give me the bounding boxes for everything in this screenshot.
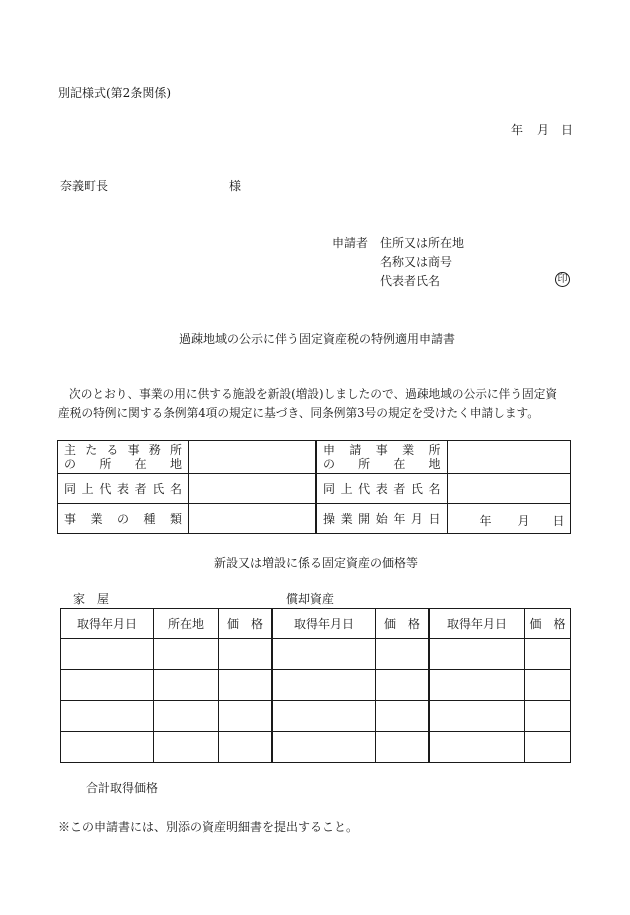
applicant-rep-label: 代表者氏名 xyxy=(380,274,441,288)
cell[interactable] xyxy=(525,639,571,670)
cell[interactable] xyxy=(154,701,219,732)
date-day: 日 xyxy=(561,123,574,137)
start-date-label: 操業開始年月日 xyxy=(316,504,447,534)
office-location-label xyxy=(58,441,189,474)
cell[interactable] xyxy=(61,732,154,763)
rep-name-right-value[interactable] xyxy=(447,474,571,504)
start-date-month: 月 xyxy=(517,514,530,528)
cell[interactable] xyxy=(429,732,525,763)
start-date-day: 日 xyxy=(552,514,565,528)
form-reference: 別記様式(第2条関係) xyxy=(58,86,171,100)
cell[interactable] xyxy=(429,639,525,670)
rep-name-left-value[interactable] xyxy=(189,474,317,504)
dep-price-header-2: 価 格 xyxy=(525,609,571,639)
cell[interactable] xyxy=(219,639,273,670)
cell[interactable] xyxy=(61,670,154,701)
seal-mark xyxy=(555,272,570,287)
body-line-1: 次のとおり、事業の用に供する施設を新設(増設)しましたので、過疎地域の公示に伴う固定資 xyxy=(69,387,558,401)
cell[interactable] xyxy=(272,670,376,701)
table-row xyxy=(61,732,571,763)
cell[interactable] xyxy=(219,670,273,701)
footnote: ※この申請書には、別添の資産明細書を提出すること。 xyxy=(58,820,359,834)
business-type-label: 事業の種類 xyxy=(58,504,189,534)
applicant-address-label: 住所又は所在地 xyxy=(380,236,465,250)
cell[interactable] xyxy=(525,732,571,763)
asset-price-table xyxy=(60,608,571,763)
applying-office-label xyxy=(316,441,447,474)
cell[interactable] xyxy=(219,732,273,763)
cell[interactable] xyxy=(376,732,430,763)
rep-name-left-label: 同上代表者氏名 xyxy=(58,474,189,504)
dep-acq-date-header-2: 取得年月日 xyxy=(429,609,525,639)
document-title: 過疎地域の公示に伴う固定資産税の特例適用申請書 xyxy=(179,332,456,346)
start-date-year: 年 xyxy=(479,514,492,528)
seal-text: 印 xyxy=(557,274,568,285)
house-location-header: 所在地 xyxy=(154,609,219,639)
house-label: 家 屋 xyxy=(73,592,110,606)
cell[interactable] xyxy=(272,732,376,763)
body-line-2: 産税の特例に関する条例第4項の規定に基づき、同条例第3号の規定を受けたく申請します。 xyxy=(58,406,539,420)
cell[interactable] xyxy=(154,670,219,701)
start-date-value[interactable] xyxy=(447,504,571,534)
cell[interactable] xyxy=(429,701,525,732)
cell[interactable] xyxy=(525,701,571,732)
addressee-honorific: 様 xyxy=(229,179,242,193)
house-price-header: 価 格 xyxy=(219,609,273,639)
table-row xyxy=(61,670,571,701)
asset-section-title: 新設又は増設に係る固定資産の価格等 xyxy=(214,556,419,570)
cell[interactable] xyxy=(61,639,154,670)
addressee-name: 奈義町長 xyxy=(60,179,109,193)
cell[interactable] xyxy=(376,670,430,701)
applicant-info-table xyxy=(57,440,571,534)
table-row xyxy=(61,639,571,670)
cell[interactable] xyxy=(272,639,376,670)
applicant-name-label: 名称又は商号 xyxy=(380,255,453,269)
office-location-label-line2: の所在地 xyxy=(64,457,182,471)
applying-office-value[interactable] xyxy=(447,441,571,474)
applicant-label: 申請者 xyxy=(332,236,369,250)
cell[interactable] xyxy=(154,732,219,763)
table-row xyxy=(61,701,571,732)
total-price-label: 合計取得価格 xyxy=(86,781,159,795)
date-year: 年 xyxy=(511,123,524,137)
office-location-label-line1: 主たる事務所 xyxy=(64,443,182,457)
cell[interactable] xyxy=(61,701,154,732)
cell[interactable] xyxy=(219,701,273,732)
rep-name-right-label: 同上代表者氏名 xyxy=(316,474,447,504)
business-type-value[interactable] xyxy=(189,504,317,534)
cell[interactable] xyxy=(525,670,571,701)
cell[interactable] xyxy=(429,670,525,701)
dep-acq-date-header-1: 取得年月日 xyxy=(272,609,376,639)
office-location-value[interactable] xyxy=(189,441,317,474)
cell[interactable] xyxy=(376,639,430,670)
house-acq-date-header: 取得年月日 xyxy=(61,609,154,639)
dep-price-header-1: 価 格 xyxy=(376,609,430,639)
cell[interactable] xyxy=(154,639,219,670)
applying-office-label-line2: の所在地 xyxy=(323,457,441,471)
depreciable-assets-label: 償却資産 xyxy=(286,592,335,606)
cell[interactable] xyxy=(272,701,376,732)
cell[interactable] xyxy=(376,701,430,732)
date-month: 月 xyxy=(537,123,550,137)
applying-office-label-line1: 申請事業所 xyxy=(323,443,441,457)
